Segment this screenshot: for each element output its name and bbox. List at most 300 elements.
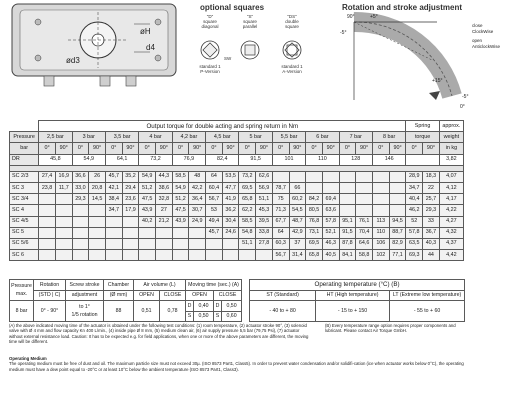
square-diagonal-line2: diagonal bbox=[201, 24, 219, 29]
spec-stroke-value-line2: 1/5 rotation bbox=[71, 312, 98, 319]
moving-close-time-1: 0,50 bbox=[222, 301, 242, 312]
sr-cell-7-13 bbox=[256, 250, 273, 261]
sr-cell-6-13: 27,8 bbox=[256, 238, 273, 249]
sr-cell-2-8: 51,2 bbox=[172, 194, 189, 205]
operating-medium-heading: Operating Medium bbox=[9, 356, 47, 361]
da-value-1: 54,9 bbox=[72, 154, 105, 165]
angle-start-1: 0° bbox=[72, 143, 89, 154]
sr-cell-5-5 bbox=[122, 227, 139, 238]
angle-start-9: 0° bbox=[339, 143, 356, 154]
double-square-icon bbox=[283, 41, 301, 59]
sr-cell-1-17 bbox=[322, 182, 339, 193]
sr-cell-5-10: 45,7 bbox=[206, 227, 223, 238]
spring-return-row bbox=[10, 194, 464, 205]
sr-spring-end-2: 25,7 bbox=[423, 194, 440, 205]
rotation-arrow-icon bbox=[429, 91, 440, 100]
sr-cell-5-18: 91,5 bbox=[339, 227, 356, 238]
sr-cell-3-13: 45,3 bbox=[256, 205, 273, 216]
sr-cell-6-7 bbox=[156, 238, 173, 249]
sr-cell-6-8 bbox=[172, 238, 189, 249]
sr-cell-5-4 bbox=[105, 227, 122, 238]
spec-pressure-header-line1: Pressure bbox=[11, 282, 32, 289]
sr-cell-2-6: 47,5 bbox=[139, 194, 156, 205]
sr-cell-0-1: 16,9 bbox=[55, 171, 72, 182]
square-parallel-icon bbox=[241, 41, 259, 59]
sr-cell-0-4: 45,7 bbox=[105, 171, 122, 182]
sr-cell-7-11 bbox=[222, 250, 239, 261]
actuator-drawing-svg bbox=[8, 0, 180, 100]
spec-stroke-value bbox=[66, 301, 104, 322]
weight-header-1: approx. bbox=[439, 121, 463, 132]
sr-cell-0-13: 62,6 bbox=[256, 171, 273, 182]
sr-weight-2: 4,17 bbox=[439, 194, 463, 205]
sr-cell-3-4: 34,7 bbox=[105, 205, 122, 216]
da-value-0: 45,8 bbox=[39, 154, 72, 165]
sr-cell-1-13: 56,9 bbox=[256, 182, 273, 193]
dim-label-h: øH bbox=[140, 27, 151, 36]
sr-cell-3-16: 80,5 bbox=[306, 205, 323, 216]
sr-cell-7-6 bbox=[139, 250, 156, 261]
rotation-stroke-svg bbox=[332, 0, 512, 110]
spring-return-row bbox=[10, 238, 464, 249]
square-diagonal-std-line1: standard 1 bbox=[199, 64, 221, 69]
sr-cell-5-3 bbox=[89, 227, 106, 238]
double-square-std-line2: A-Version bbox=[282, 69, 302, 74]
sr-cell-6-10 bbox=[206, 238, 223, 249]
spec-chamber-header: Chamber bbox=[104, 280, 134, 291]
sr-label-1: SC 3 bbox=[10, 182, 39, 193]
sr-cell-6-18: 87,8 bbox=[339, 238, 356, 249]
spring-return-row bbox=[10, 216, 464, 227]
pressure-header-row bbox=[10, 132, 464, 143]
sr-cell-1-11: 47,7 bbox=[222, 182, 239, 193]
sr-cell-4-20: 113 bbox=[372, 216, 389, 227]
double-square-code: "DS" bbox=[287, 14, 297, 19]
sr-label-2: SC 3/4 bbox=[10, 194, 39, 205]
sr-cell-1-21 bbox=[389, 182, 406, 193]
angle-start-5: 0° bbox=[206, 143, 223, 154]
sr-spring-end-3: 29,3 bbox=[423, 205, 440, 216]
square-parallel-line2: parallel bbox=[242, 24, 258, 29]
sr-cell-6-4 bbox=[105, 238, 122, 249]
sr-cell-6-1 bbox=[55, 238, 72, 249]
sr-cell-3-18 bbox=[339, 205, 356, 216]
pressure-col-7: 5,5 bar bbox=[272, 132, 305, 143]
sr-cell-4-3 bbox=[89, 216, 106, 227]
angle-end-5: 90° bbox=[222, 143, 239, 154]
spec-chamber-value: 88 bbox=[104, 301, 134, 322]
angle-start-0: 0° bbox=[39, 143, 56, 154]
sr-cell-4-13: 39,5 bbox=[256, 216, 273, 227]
spec-rotation-sub: (STD | C) bbox=[34, 290, 66, 301]
sr-cell-3-10: 53 bbox=[206, 205, 223, 216]
da-value-2: 64,1 bbox=[105, 154, 138, 165]
sr-cell-0-9: 48 bbox=[189, 171, 206, 182]
spec-air-close-value: 0,78 bbox=[160, 301, 186, 322]
sr-cell-4-21: 94,5 bbox=[389, 216, 406, 227]
sr-cell-7-12 bbox=[239, 250, 256, 261]
spring-return-row bbox=[10, 171, 464, 182]
sr-cell-2-11: 41,9 bbox=[222, 194, 239, 205]
spec-temp-ht-value: - 15 to + 150 bbox=[316, 301, 390, 322]
sr-cell-2-3: 14,5 bbox=[89, 194, 106, 205]
sr-cell-7-1 bbox=[55, 250, 72, 261]
sr-cell-4-1 bbox=[55, 216, 72, 227]
sr-cell-5-15: 42,9 bbox=[289, 227, 306, 238]
sr-cell-5-9 bbox=[189, 227, 206, 238]
position-close-label: close bbox=[472, 23, 483, 28]
angle-start-4: 0° bbox=[172, 143, 189, 154]
sr-cell-4-16: 76,8 bbox=[306, 216, 323, 227]
angle-end-10: 90° bbox=[389, 143, 406, 154]
sr-cell-5-20: 110 bbox=[372, 227, 389, 238]
angle-end-9: 90° bbox=[356, 143, 373, 154]
sr-cell-0-6: 54,9 bbox=[139, 171, 156, 182]
spec-air-header: Air volume (L) bbox=[134, 280, 186, 291]
spec-pressure-header-line2: max. bbox=[15, 291, 28, 298]
sr-cell-6-17: 46,3 bbox=[322, 238, 339, 249]
sr-cell-2-5: 23,6 bbox=[122, 194, 139, 205]
sr-cell-6-15: 37 bbox=[289, 238, 306, 249]
da-value-10: 146 bbox=[372, 154, 405, 165]
spring-return-row bbox=[10, 182, 464, 193]
angle-end-1: 90° bbox=[89, 143, 106, 154]
sr-cell-7-17: 40,5 bbox=[322, 250, 339, 261]
sr-cell-1-1: 11,7 bbox=[55, 182, 72, 193]
sr-cell-4-0 bbox=[39, 216, 56, 227]
pressure-col-3: 4 bar bbox=[139, 132, 172, 143]
angle-label-lower: +15° bbox=[432, 78, 443, 84]
sr-cell-1-4: 42,1 bbox=[105, 182, 122, 193]
pressure-header: Pressure bbox=[10, 132, 39, 143]
sr-cell-6-3 bbox=[89, 238, 106, 249]
sr-cell-5-2 bbox=[72, 227, 89, 238]
sr-spring-end-0: 18,3 bbox=[423, 171, 440, 182]
sr-spring-start-0: 28,9 bbox=[406, 171, 423, 182]
sr-cell-6-14: 60,3 bbox=[272, 238, 289, 249]
sr-cell-7-20: 102 bbox=[372, 250, 389, 261]
note-b-text: (B) Every temperature range option requires proper components and lubricant. Please contact Air Torque GmbH. bbox=[325, 323, 456, 334]
sr-cell-3-12: 62,2 bbox=[239, 205, 256, 216]
angle-start-6: 0° bbox=[239, 143, 256, 154]
sr-label-7: SC 6 bbox=[10, 250, 39, 261]
spec-rotation-value: 0° - 90° bbox=[34, 301, 66, 322]
square-diagonal-label bbox=[196, 14, 224, 29]
sr-cell-0-3: 26 bbox=[89, 171, 106, 182]
sr-cell-5-14: 64 bbox=[272, 227, 289, 238]
sr-cell-2-10: 56,7 bbox=[206, 194, 223, 205]
sr-cell-5-16: 73,1 bbox=[306, 227, 323, 238]
sr-cell-5-0 bbox=[39, 227, 56, 238]
spec-moving-open-header: OPEN bbox=[186, 290, 214, 301]
spec-temp-st-value: - 40 to + 80 bbox=[250, 301, 316, 322]
sr-cell-7-5 bbox=[122, 250, 139, 261]
sr-cell-4-4 bbox=[105, 216, 122, 227]
sr-spring-end-7: 44 bbox=[423, 250, 440, 261]
sr-cell-0-0: 27,4 bbox=[39, 171, 56, 182]
weight-header-2: weight bbox=[439, 132, 463, 143]
note-a bbox=[9, 323, 309, 345]
spec-temp-ht-header: HT (High temperature) bbox=[316, 290, 390, 301]
rotation-arc bbox=[354, 22, 452, 96]
angle-end-2: 90° bbox=[122, 143, 139, 154]
sr-cell-2-12: 65,8 bbox=[239, 194, 256, 205]
sr-cell-0-5: 35,2 bbox=[122, 171, 139, 182]
sr-cell-4-19: 76,1 bbox=[356, 216, 373, 227]
sr-cell-5-19: 70,4 bbox=[356, 227, 373, 238]
sr-cell-4-5 bbox=[122, 216, 139, 227]
sr-cell-3-6: 43,9 bbox=[139, 205, 156, 216]
sr-cell-5-6 bbox=[139, 227, 156, 238]
sr-cell-0-15 bbox=[289, 171, 306, 182]
da-value-3: 73,2 bbox=[139, 154, 172, 165]
sr-cell-5-11: 24,6 bbox=[222, 227, 239, 238]
sr-weight-0: 4,07 bbox=[439, 171, 463, 182]
double-square-label bbox=[278, 14, 306, 29]
sr-cell-2-13: 51,1 bbox=[256, 194, 273, 205]
note-a-text: (A) the above indicated moving time of the actuator is obtained under the following test conditions: (1) room temperature, (2) actuator stroke 90°, (3) solenoid valve with Ø 4 mm and flow capacity Kn 400 L/min., (4) inside pipe Ø 8 mm, (5) medium clean air, (6) air supply pressure 5,5 bar (79,75 Psi), (7) actuator without external resistance load. Caution: It has to be expected e.g. for field applications, when one or more of the above parameters are different, the moving time will be different. bbox=[9, 323, 309, 345]
sr-cell-2-7: 32,8 bbox=[156, 194, 173, 205]
sr-cell-2-9: 36,4 bbox=[189, 194, 206, 205]
sr-cell-7-16: 65,8 bbox=[306, 250, 323, 261]
sr-spring-start-2: 40,4 bbox=[406, 194, 423, 205]
sr-cell-3-19 bbox=[356, 205, 373, 216]
pressure-col-6: 5 bar bbox=[239, 132, 272, 143]
angle-label-top: 90° bbox=[347, 14, 355, 20]
moving-open-time-2: 0,50 bbox=[194, 311, 214, 322]
sr-cell-6-20: 106 bbox=[372, 238, 389, 249]
sr-cell-7-2 bbox=[72, 250, 89, 261]
sr-label-0: SC 2/3 bbox=[10, 171, 39, 182]
position-open-label: open bbox=[472, 38, 483, 43]
spec-rotation-header: Rotation bbox=[34, 280, 66, 291]
sr-cell-7-3 bbox=[89, 250, 106, 261]
angle-end-3: 90° bbox=[156, 143, 173, 154]
sr-cell-4-17: 57,8 bbox=[322, 216, 339, 227]
square-diagonal-standard bbox=[196, 64, 224, 74]
sr-cell-4-14: 67,7 bbox=[272, 216, 289, 227]
sr-cell-1-5: 29,4 bbox=[122, 182, 139, 193]
sr-cell-1-9: 42,2 bbox=[189, 182, 206, 193]
square-parallel-code: "S" bbox=[246, 14, 254, 19]
square-parallel-line1: square bbox=[243, 19, 257, 24]
sr-cell-1-16 bbox=[306, 182, 323, 193]
sr-cell-4-12: 58,5 bbox=[239, 216, 256, 227]
sr-cell-1-8: 54,9 bbox=[172, 182, 189, 193]
spring-return-row bbox=[10, 205, 464, 216]
sr-cell-3-8: 47,5 bbox=[172, 205, 189, 216]
sr-cell-0-2: 36,6 bbox=[72, 171, 89, 182]
pressure-col-5: 4,5 bar bbox=[206, 132, 239, 143]
sr-cell-7-4 bbox=[105, 250, 122, 261]
sr-cell-1-0: 23,8 bbox=[39, 182, 56, 193]
sr-cell-2-14: 75 bbox=[272, 194, 289, 205]
sr-cell-7-9 bbox=[189, 250, 206, 261]
angle-label-upper: +5° bbox=[370, 14, 378, 20]
actuator-drawing bbox=[8, 0, 180, 100]
sr-spring-start-5: 57,8 bbox=[406, 227, 423, 238]
spec-air-close-header: CLOSE bbox=[160, 290, 186, 301]
sr-label-4: SC 4/5 bbox=[10, 216, 39, 227]
sr-cell-0-14 bbox=[272, 171, 289, 182]
angle-end-7: 90° bbox=[289, 143, 306, 154]
sr-cell-7-0 bbox=[39, 250, 56, 261]
sr-cell-2-2: 29,3 bbox=[72, 194, 89, 205]
sr-cell-4-18: 95,1 bbox=[339, 216, 356, 227]
sr-cell-3-14: 71,3 bbox=[272, 205, 289, 216]
da-spring-empty bbox=[406, 154, 439, 165]
sr-cell-2-18 bbox=[339, 194, 356, 205]
sr-cell-0-10: 64 bbox=[206, 171, 223, 182]
spring-torque-header-1: Spring bbox=[406, 121, 439, 132]
sr-weight-1: 4,12 bbox=[439, 182, 463, 193]
spec-temp-header: Operating temperature (°C) (B) bbox=[250, 280, 465, 291]
sr-spring-start-6: 63,5 bbox=[406, 238, 423, 249]
angle-start-10: 0° bbox=[372, 143, 389, 154]
sr-cell-3-21 bbox=[389, 205, 406, 216]
moving-close-type-1: D bbox=[214, 301, 222, 312]
sr-cell-2-20 bbox=[372, 194, 389, 205]
spec-header-row-2 bbox=[10, 290, 465, 301]
sr-cell-1-19 bbox=[356, 182, 373, 193]
square-diagonal-icon bbox=[201, 41, 219, 59]
double-square-line1: double bbox=[285, 19, 299, 24]
angle-label-side: -5° bbox=[462, 94, 469, 100]
sr-cell-0-19 bbox=[356, 171, 373, 182]
square-diagonal-line1: square bbox=[203, 19, 217, 24]
sr-cell-1-12: 69,5 bbox=[239, 182, 256, 193]
sr-cell-2-4: 38,4 bbox=[105, 194, 122, 205]
spec-temp-st-header: ST (Standard) bbox=[250, 290, 316, 301]
rotation-stroke-figure bbox=[332, 0, 512, 110]
sr-cell-6-2 bbox=[72, 238, 89, 249]
sr-cell-7-19: 58,8 bbox=[356, 250, 373, 261]
sr-cell-4-11: 30,4 bbox=[222, 216, 239, 227]
angle-start-8: 0° bbox=[306, 143, 323, 154]
angle-end-4: 90° bbox=[189, 143, 206, 154]
spec-table bbox=[9, 279, 465, 322]
sr-cell-2-17: 69,4 bbox=[322, 194, 339, 205]
sr-cell-4-10: 49,4 bbox=[206, 216, 223, 227]
pressure-col-2: 3,5 bar bbox=[105, 132, 138, 143]
weight-unit: in kg bbox=[439, 143, 463, 154]
sr-cell-3-2 bbox=[72, 205, 89, 216]
sr-cell-4-15: 48,7 bbox=[289, 216, 306, 227]
sr-cell-3-11: 36,2 bbox=[222, 205, 239, 216]
sr-spring-start-1: 34,7 bbox=[406, 182, 423, 193]
angle-label-left: -5° bbox=[340, 30, 347, 36]
sr-cell-3-20 bbox=[372, 205, 389, 216]
sr-cell-1-6: 51,2 bbox=[139, 182, 156, 193]
sr-spring-start-7: 69,3 bbox=[406, 250, 423, 261]
sr-cell-3-5: 17,9 bbox=[122, 205, 139, 216]
optional-squares-figure bbox=[190, 0, 315, 102]
sr-label-3: SC 4 bbox=[10, 205, 39, 216]
spec-chamber-sub: (Ø mm) bbox=[104, 290, 134, 301]
da-value-8: 110 bbox=[306, 154, 339, 165]
sr-cell-6-6 bbox=[139, 238, 156, 249]
moving-open-type-1: D bbox=[186, 301, 194, 312]
sr-cell-0-12: 73,2 bbox=[239, 171, 256, 182]
double-square-standard bbox=[278, 64, 306, 74]
dim-label-d3: ød3 bbox=[66, 56, 80, 65]
sr-weight-7: 4,42 bbox=[439, 250, 463, 261]
sr-cell-0-21 bbox=[389, 171, 406, 182]
sr-spring-end-1: 22 bbox=[423, 182, 440, 193]
pressure-col-1: 3 bar bbox=[72, 132, 105, 143]
angle-end-6: 90° bbox=[256, 143, 273, 154]
spring-torque-header-2: torque bbox=[406, 132, 439, 143]
dim-label-d4: d4 bbox=[146, 43, 155, 52]
square-diagonal-code: "D" bbox=[206, 14, 214, 19]
angle-start-2: 0° bbox=[105, 143, 122, 154]
sr-cell-6-21: 82,9 bbox=[389, 238, 406, 249]
sr-cell-0-7: 44,3 bbox=[156, 171, 173, 182]
sr-cell-1-10: 60,4 bbox=[206, 182, 223, 193]
sr-cell-4-7: 21,2 bbox=[156, 216, 173, 227]
sr-cell-7-15: 31,4 bbox=[289, 250, 306, 261]
pressure-col-8: 6 bar bbox=[306, 132, 339, 143]
angle-end-0: 90° bbox=[55, 143, 72, 154]
spec-temp-lt-header: LT (Extreme low temperature) bbox=[390, 290, 465, 301]
square-diagonal-std-line2: P-Version bbox=[200, 69, 220, 74]
spec-temp-lt-value: - 55 to + 60 bbox=[390, 301, 465, 322]
sr-cell-6-19: 64,6 bbox=[356, 238, 373, 249]
sr-cell-3-0 bbox=[39, 205, 56, 216]
spec-air-open-value: 0,51 bbox=[134, 301, 160, 322]
sr-cell-0-17 bbox=[322, 171, 339, 182]
sr-cell-5-21: 88,7 bbox=[389, 227, 406, 238]
sr-cell-6-0 bbox=[39, 238, 56, 249]
sr-spring-end-5: 36,7 bbox=[423, 227, 440, 238]
sr-cell-5-17: 52,1 bbox=[322, 227, 339, 238]
spring-angle-end: 90° bbox=[423, 143, 440, 154]
sr-cell-2-21 bbox=[389, 194, 406, 205]
sr-cell-2-16: 84,2 bbox=[306, 194, 323, 205]
spec-pressure-header bbox=[10, 280, 34, 301]
angle-header-row bbox=[10, 143, 464, 154]
sr-cell-1-20 bbox=[372, 182, 389, 193]
spring-return-row bbox=[10, 227, 464, 238]
spec-moving-header: Moving time (sec.) (A) bbox=[186, 280, 242, 291]
sr-cell-0-8: 58,5 bbox=[172, 171, 189, 182]
angle-start-7: 0° bbox=[272, 143, 289, 154]
optional-squares-title: optional squares bbox=[200, 3, 265, 12]
da-value-9: 128 bbox=[339, 154, 372, 165]
sr-cell-0-11: 53,5 bbox=[222, 171, 239, 182]
sr-cell-7-10 bbox=[206, 250, 223, 261]
sr-cell-3-9: 30,7 bbox=[189, 205, 206, 216]
sr-cell-3-17: 63,6 bbox=[322, 205, 339, 216]
sr-cell-1-3: 20,8 bbox=[89, 182, 106, 193]
sr-weight-6: 4,37 bbox=[439, 238, 463, 249]
moving-close-time-2: 0,60 bbox=[222, 311, 242, 322]
spec-air-open-header: OPEN bbox=[134, 290, 160, 301]
angle-end-8: 90° bbox=[322, 143, 339, 154]
sr-cell-2-1 bbox=[55, 194, 72, 205]
sr-cell-1-7: 38,6 bbox=[156, 182, 173, 193]
pressure-col-10: 8 bar bbox=[372, 132, 405, 143]
direction-closed-label: ClockWise bbox=[472, 29, 494, 34]
da-value-5: 82,4 bbox=[206, 154, 239, 165]
moving-open-time-1: 0,40 bbox=[194, 301, 214, 312]
direction-open-label: AnticlockWise bbox=[472, 44, 501, 49]
sr-cell-2-0 bbox=[39, 194, 56, 205]
sr-label-6: SC 5/6 bbox=[10, 238, 39, 249]
double-square-std-line1: standard 1 bbox=[281, 64, 303, 69]
square-parallel-label bbox=[236, 14, 264, 29]
da-value-6: 91,5 bbox=[239, 154, 272, 165]
